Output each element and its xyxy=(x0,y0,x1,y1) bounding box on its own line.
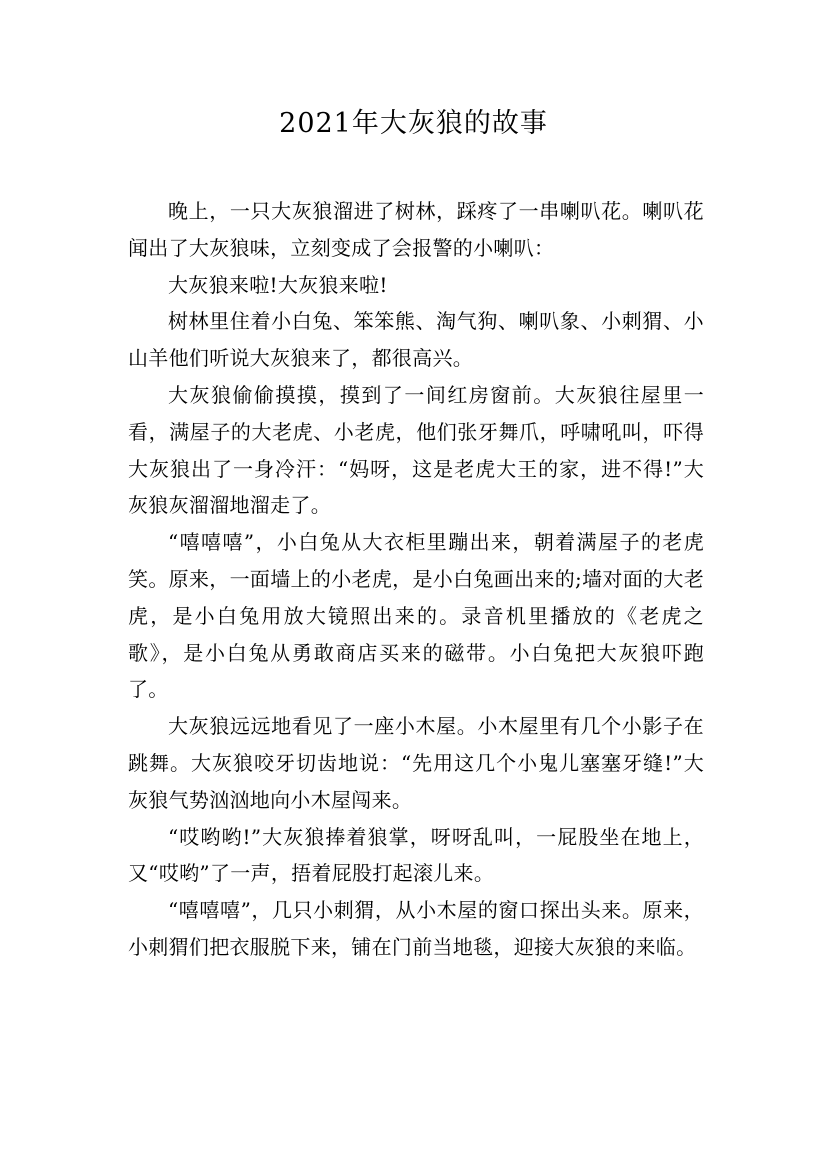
paragraph: 大灰狼偷偷摸摸，摸到了一间红房窗前。大灰狼往屋里一看，满屋子的大老虎、小老虎，他们张牙舞爪，呼啸吼叫，吓得大灰狼出了一身冷汗：“妈呀，这是老虎大王的家，进不得!”大灰狼灰溜溜地溜走了。 xyxy=(128,382,704,518)
paragraph: “哎哟哟!”大灰狼捧着狼掌，呀呀乱叫，一屁股坐在地上，又“哎哟”了一声，捂着屁股打起滚儿来。 xyxy=(128,824,704,886)
paragraph: “嘻嘻嘻”，几只小刺猬，从小木屋的窗口探出头来。原来，小刺猬们把衣服脱下来，铺在门前当地毯，迎接大灰狼的来临。 xyxy=(128,898,704,959)
document-body xyxy=(128,193,704,966)
paragraph: 树林里住着小白兔、笨笨熊、淘气狗、喇叭象、小刺猬、小山羊他们听说大灰狼来了，都很高兴。 xyxy=(128,309,704,371)
paragraph: 大灰狼来啦!大灰狼来啦! xyxy=(168,272,388,297)
paragraph: “嘻嘻嘻”，小白兔从大衣柜里蹦出来，朝着满屋子的老虎笑。原来，一面墙上的小老虎，是小白兔画出来的;墙对面的大老虎，是小白兔用放大镜照出来的。录音机里播放的《老虎之歌》，是小白兔从勇敢商店买来的磁带。小白兔把大灰狼吓跑了。 xyxy=(128,530,704,702)
paragraph: 大灰狼远远地看见了一座小木屋。小木屋里有几个小影子在跳舞。大灰狼咬牙切齿地说：“先用这几个小鬼儿塞塞牙缝!”大灰狼气势汹汹地向小木屋闯来。 xyxy=(128,714,704,812)
paragraph: 晚上，一只大灰狼溜进了树林，踩疼了一串喇叭花。喇叭花闻出了大灰狼味，立刻变成了会报警的小喇叭： xyxy=(128,199,704,260)
document-title: 2021年大灰狼的故事 xyxy=(279,108,548,139)
